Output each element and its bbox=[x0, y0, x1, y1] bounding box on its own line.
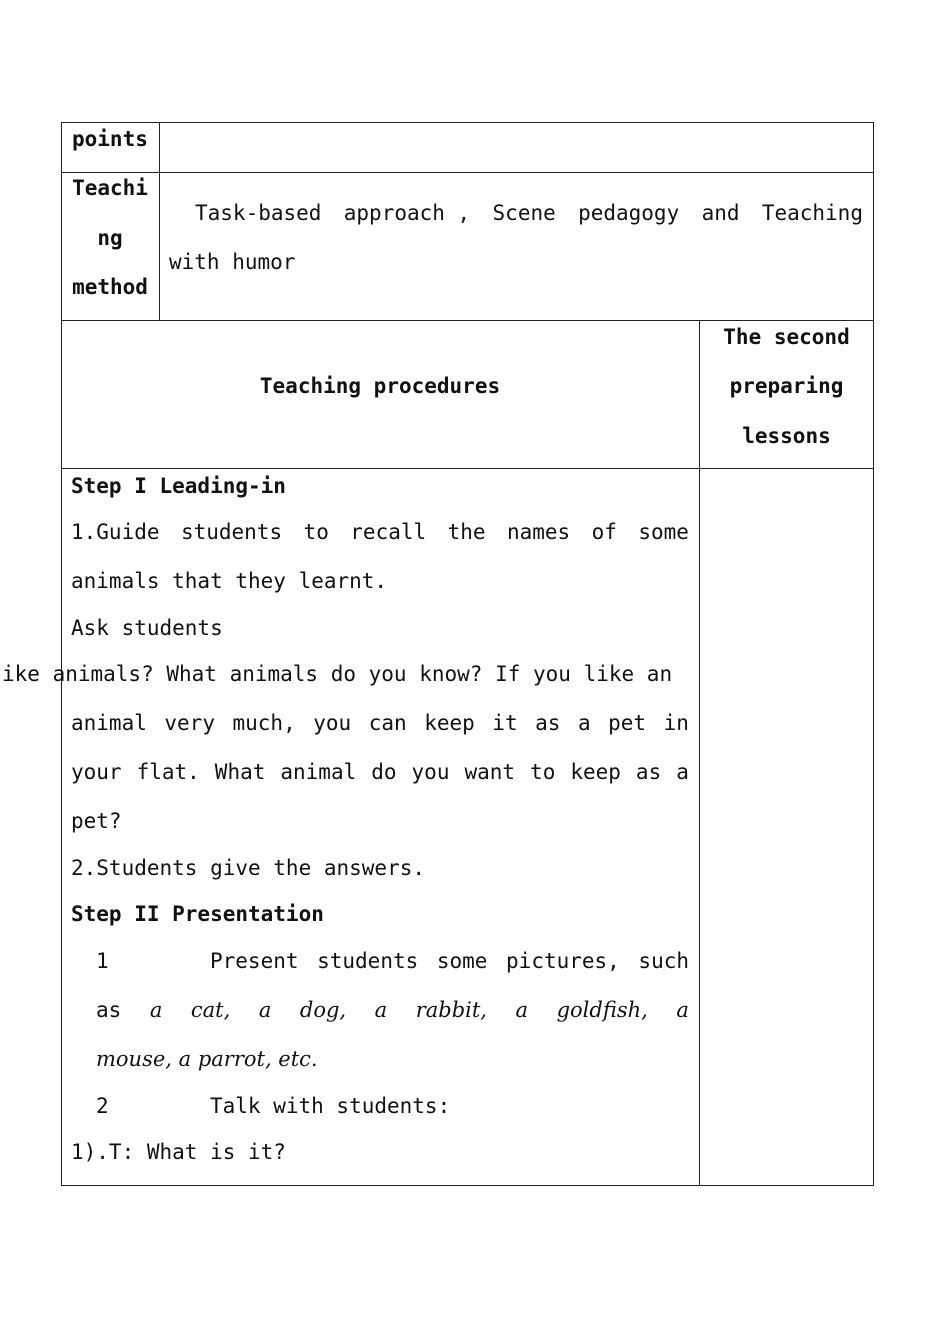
word: What bbox=[214, 760, 266, 784]
word: Teaching bbox=[761, 201, 863, 225]
word: names bbox=[506, 520, 571, 544]
word: you bbox=[313, 711, 352, 735]
word: some bbox=[638, 520, 689, 544]
question-line2 bbox=[71, 711, 689, 735]
word: do bbox=[371, 760, 397, 784]
word: Task-based bbox=[195, 201, 322, 225]
step1-item1-line1 bbox=[71, 520, 689, 544]
question-line4: pet? bbox=[71, 809, 122, 833]
word: pictures, bbox=[506, 949, 620, 973]
word: a bbox=[149, 998, 163, 1022]
teacher-question: 1).T: What is it? bbox=[71, 1140, 286, 1164]
word: students bbox=[317, 949, 419, 973]
row-divider-3 bbox=[61, 468, 874, 469]
word: animal bbox=[280, 760, 357, 784]
word: a bbox=[577, 711, 591, 735]
row-divider-2 bbox=[61, 320, 874, 321]
word: some bbox=[436, 949, 488, 973]
word: a bbox=[676, 760, 689, 784]
presentation-item1-line1 bbox=[210, 949, 689, 973]
procedures-header: Teaching procedures bbox=[259, 374, 501, 398]
word: a bbox=[515, 998, 529, 1022]
word: as bbox=[635, 760, 662, 784]
second-header-3: lessons bbox=[742, 424, 831, 448]
word: 1.Guide bbox=[71, 520, 160, 544]
word: and bbox=[701, 201, 740, 225]
presentation-item1-number: 1 bbox=[96, 949, 109, 973]
word: pedagogy bbox=[578, 201, 680, 225]
method-label-2: ng bbox=[97, 226, 123, 250]
points-label: points bbox=[72, 127, 148, 151]
word: to bbox=[530, 760, 556, 784]
second-header-1: The second bbox=[723, 325, 850, 349]
word: Present bbox=[210, 949, 299, 973]
word: animal bbox=[71, 711, 147, 735]
word: in bbox=[663, 711, 689, 735]
word: it bbox=[492, 711, 518, 735]
word: recall bbox=[350, 520, 427, 544]
word: want bbox=[464, 760, 516, 784]
question-line1: ike animals? What animals do you know? If you like an bbox=[2, 662, 673, 686]
step1-item2: 2.Students give the answers. bbox=[71, 856, 426, 880]
word: to bbox=[303, 520, 329, 544]
word: can bbox=[368, 711, 407, 735]
word: much, bbox=[232, 711, 296, 735]
word: such bbox=[638, 949, 689, 973]
second-column-divider bbox=[699, 320, 700, 1186]
word: as bbox=[535, 711, 561, 735]
word: cat, bbox=[190, 998, 231, 1022]
word: the bbox=[447, 520, 486, 544]
word: you bbox=[411, 760, 450, 784]
word: as bbox=[96, 998, 122, 1022]
presentation-item1-line2 bbox=[96, 998, 689, 1022]
word: a bbox=[374, 998, 388, 1022]
word: dog, bbox=[299, 998, 347, 1022]
step2-title: Step II Presentation bbox=[71, 902, 324, 926]
row-divider-1 bbox=[61, 172, 874, 173]
word: keep bbox=[570, 760, 621, 784]
presentation-item2-text: Talk with students: bbox=[210, 1094, 451, 1118]
word: approach , bbox=[343, 201, 471, 225]
word: Scene bbox=[492, 201, 556, 225]
word: very bbox=[164, 711, 215, 735]
method-label-1: Teachi bbox=[72, 176, 148, 200]
word: keep bbox=[424, 711, 475, 735]
word: flat. bbox=[136, 760, 200, 784]
step1-title: Step I Leading-in bbox=[71, 474, 286, 498]
word: goldfish, bbox=[556, 998, 648, 1022]
label-column-divider bbox=[159, 122, 160, 320]
second-header-2: preparing bbox=[729, 374, 844, 398]
word: of bbox=[591, 520, 617, 544]
method-text-line2: with humor bbox=[169, 250, 296, 274]
ask-students: Ask students bbox=[71, 616, 223, 640]
question-line3 bbox=[71, 760, 689, 784]
lesson-plan-table bbox=[61, 122, 874, 1186]
word: students bbox=[180, 520, 283, 544]
word: pet bbox=[608, 711, 647, 735]
word: a bbox=[258, 998, 272, 1022]
word: your bbox=[71, 760, 122, 784]
word: a bbox=[676, 998, 689, 1022]
presentation-item2-number: 2 bbox=[96, 1094, 109, 1118]
presentation-item1-line3: mouse, a parrot, etc. bbox=[96, 1047, 318, 1071]
method-text-line1 bbox=[195, 201, 863, 225]
word: rabbit, bbox=[415, 998, 487, 1022]
method-label-3: method bbox=[72, 275, 148, 299]
step1-item1-line2: animals that they learnt. bbox=[71, 569, 388, 593]
